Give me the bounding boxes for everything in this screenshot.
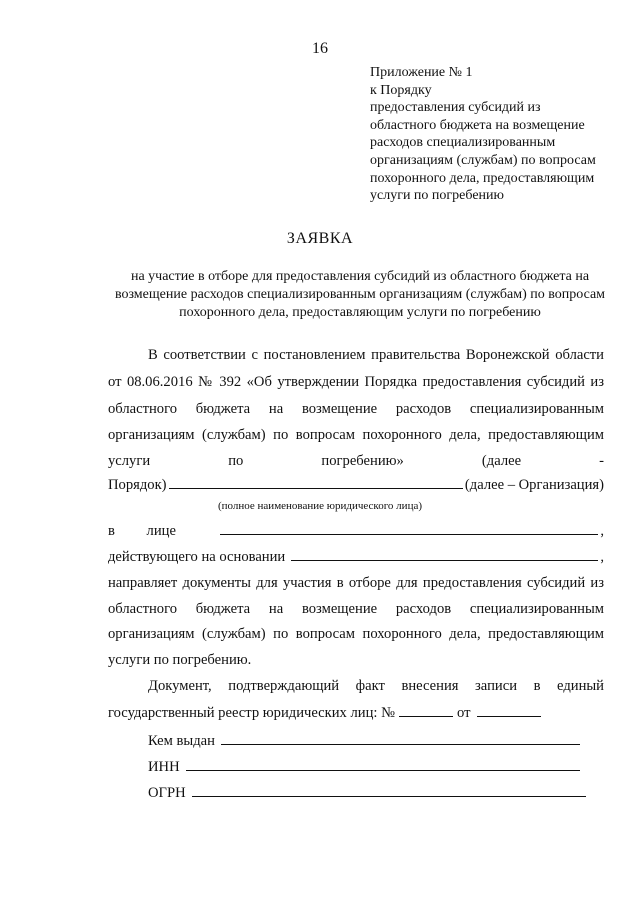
ogrn-label: ОГРН — [148, 785, 186, 801]
appendix-line: Приложение № 1 — [370, 65, 473, 80]
basis-field[interactable] — [291, 546, 598, 561]
appendix-line: услуги по погребению — [370, 188, 504, 204]
page-number: 16 — [312, 40, 328, 57]
appendix-line: организациям (службам) по вопросам — [370, 152, 596, 168]
basis-label: действующего на основании — [108, 549, 286, 565]
inn-field[interactable] — [186, 756, 580, 771]
representative-field[interactable] — [220, 520, 598, 535]
inn-row — [148, 756, 582, 776]
comma: , — [600, 523, 604, 539]
registry-label: государственный реестр юридических лиц: № — [108, 705, 396, 721]
organization-name-row — [108, 474, 604, 494]
paragraph-3-line: Документ, подтверждающий факт внесения записи в единый — [148, 678, 604, 694]
registry-date-field[interactable] — [477, 702, 541, 717]
paragraph-2-line: направляет документы для участия в отборе для предоставления субсидий из — [108, 575, 604, 591]
issued-field[interactable] — [221, 730, 580, 745]
paragraph-1-line: услуги по погребению» (далее - — [108, 453, 604, 469]
representative-row — [108, 520, 604, 540]
document-subtitle: на участие в отборе для предоставления субсидий из областного бюджета на возмещение расходов специализированным организациям (службам) по вопросам похоронного дела, предоставляющим услуги по погребению — [114, 269, 606, 320]
registry-row — [108, 702, 558, 722]
ogrn-row — [148, 782, 588, 802]
paragraph-1-line: организациям (службам) по вопросам похоронного дела, предоставляющим — [108, 427, 604, 443]
appendix-line: расходов специализированным — [370, 135, 556, 151]
appendix-line: предоставления субсидий из — [370, 100, 541, 116]
inn-label: ИНН — [148, 759, 180, 775]
paragraph-1-line: областного бюджета на возмещение расходов специализированным — [108, 401, 604, 417]
appendix-line: к Порядку — [370, 82, 432, 98]
field-caption: (полное наименование юридического лица) — [217, 500, 422, 512]
document-title: ЗАЯВКА — [286, 230, 354, 247]
ogrn-field[interactable] — [192, 782, 586, 797]
paragraph-2-line: областного бюджета на возмещение расходов специализированным — [108, 601, 604, 617]
appendix-line: областного бюджета на возмещение — [370, 117, 585, 133]
comma: , — [600, 549, 604, 565]
paragraph-1-line: от 08.06.2016 № 392 «Об утверждении Порядка предоставления субсидий из — [108, 374, 604, 390]
organization-label: (далее – Организация) — [464, 477, 604, 493]
basis-row — [108, 546, 604, 566]
face-label: в лице — [108, 523, 176, 539]
registry-number-field[interactable] — [399, 702, 453, 717]
issued-label: Кем выдан — [148, 733, 215, 749]
paragraph-2-line: услуги по погребению. — [108, 652, 252, 668]
appendix-line: похоронного дела, предоставляющим — [370, 170, 595, 186]
organization-name-field[interactable] — [169, 474, 463, 489]
paragraph-2-line: организациям (службам) по вопросам похоронного дела, предоставляющим — [108, 626, 604, 642]
issued-row — [148, 730, 582, 750]
appendix-block — [370, 64, 596, 205]
paragraph-1-line: В соответствии с постановлением правительства Воронежской области — [148, 347, 604, 363]
order-label: Порядок) — [108, 477, 167, 493]
from-label: от — [457, 705, 471, 721]
